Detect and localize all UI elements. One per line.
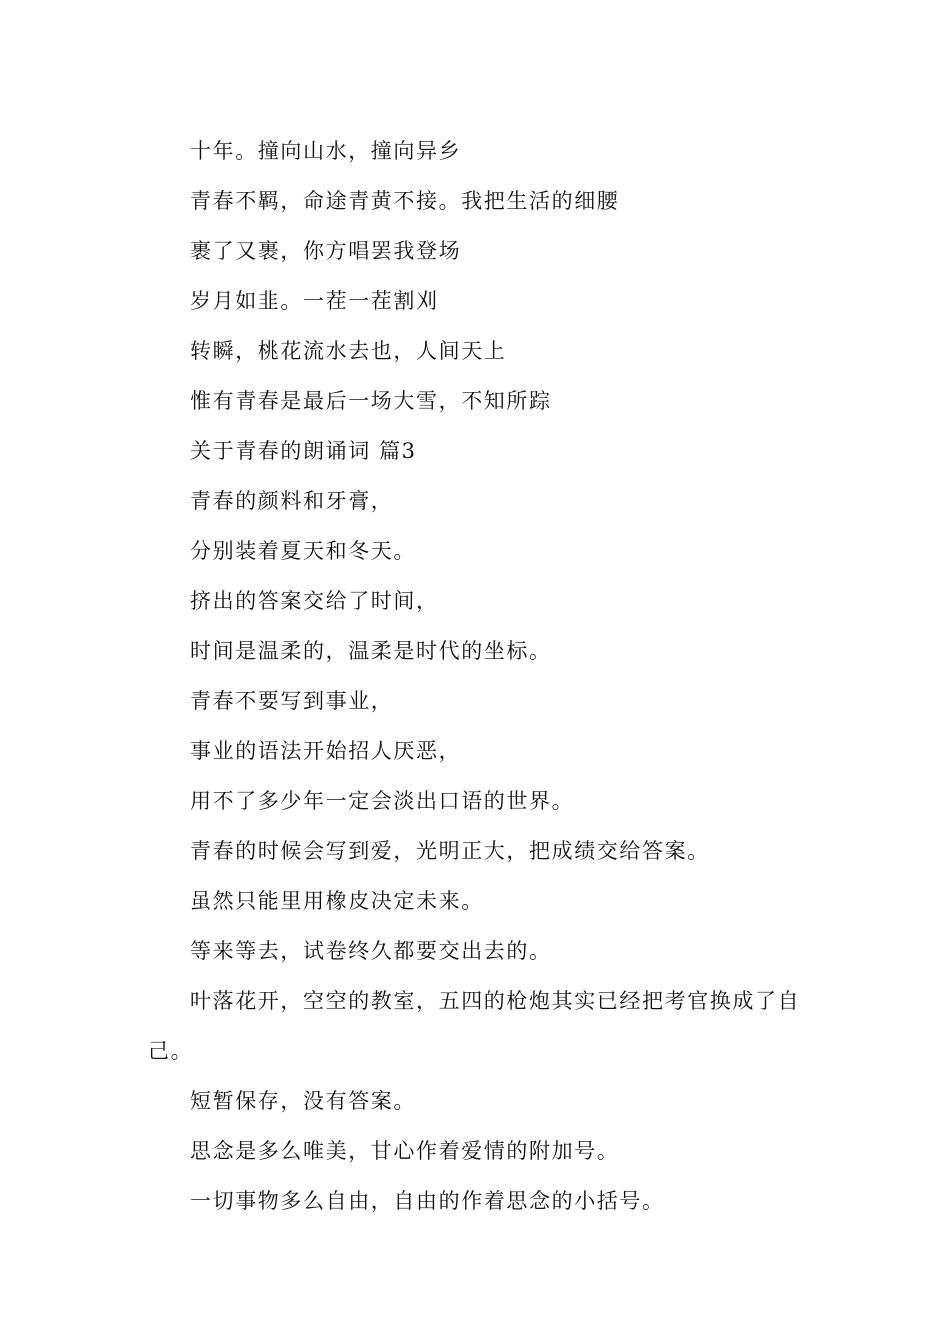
- text-line: 挤出的答案交给了时间，: [190, 589, 439, 613]
- text-line-continuation: 己。: [148, 1039, 194, 1063]
- text-line: 用不了多少年一定会淡出口语的世界。: [190, 789, 575, 813]
- text-line: 十年。撞向山水，撞向异乡: [190, 139, 462, 163]
- text-line: 青春的颜料和牙膏，: [190, 489, 394, 513]
- text-line: 转瞬，桃花流水去也，人间天上: [190, 339, 507, 363]
- text-line: 事业的语法开始招人厌恶，: [190, 739, 462, 763]
- text-line: 叶落花开，空空的教室，五四的枪炮其实已经把考官换成了自: [190, 989, 801, 1013]
- text-line: 等来等去，试卷终久都要交出去的。: [190, 939, 552, 963]
- section-heading: 关于青春的朗诵词 篇3: [190, 439, 417, 463]
- text-line: 青春的时候会写到爱，光明正大，把成绩交给答案。: [190, 839, 710, 863]
- text-line: 一切事物多么自由，自由的作着思念的小括号。: [190, 1189, 665, 1213]
- text-line: 青春不要写到事业，: [190, 689, 394, 713]
- text-line: 岁月如韭。一茬一茬割刈: [190, 289, 439, 313]
- text-line: 虽然只能里用橡皮决定未来。: [190, 889, 484, 913]
- text-line: 惟有青春是最后一场大雪，不知所踪: [190, 389, 552, 413]
- text-line: 分别装着夏天和冬天。: [190, 539, 416, 563]
- text-line: 时间是温柔的，温柔是时代的坐标。: [190, 639, 552, 663]
- text-line: 思念是多么唯美，甘心作着爱情的附加号。: [190, 1139, 620, 1163]
- text-line: 青春不羁，命途青黄不接。我把生活的细腰: [190, 189, 620, 213]
- text-line: 裹了又裹，你方唱罢我登场: [190, 239, 462, 263]
- text-line: 短暂保存，没有答案。: [190, 1089, 416, 1113]
